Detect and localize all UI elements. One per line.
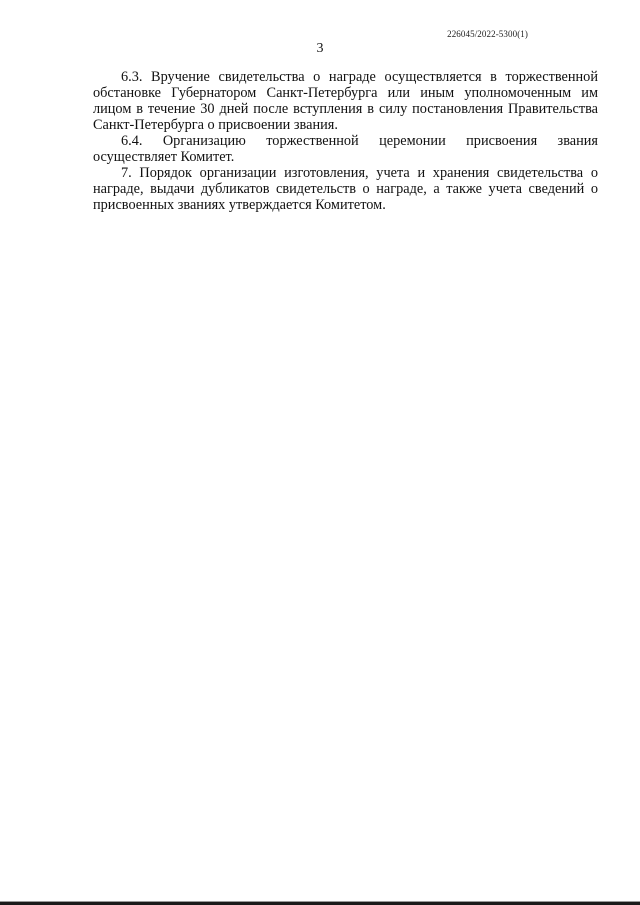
page-number: 3 (316, 41, 324, 56)
paragraph-6-3: 6.3. Вручение свидетельства о награде осуществляется в торжественной обстановке Губернатором Санкт-Петербурга или иным уполномоченным им лицом в течение 30 дней после вступления в силу постановления Правительства Санкт-Петербурга о присвоении звания. (93, 69, 598, 133)
document-id: 226045/2022-5300(1) (447, 29, 528, 39)
paragraph-6-4: 6.4. Организацию торжественной церемонии присвоения звания осуществляет Комитет. (93, 133, 598, 165)
document-body (93, 69, 598, 213)
paragraph-7: 7. Порядок организации изготовления, учета и хранения свидетельства о награде, выдачи дубликатов свидетельств о награде, а также учета сведений о присвоенных званиях утверждается Комитетом. (93, 165, 598, 213)
